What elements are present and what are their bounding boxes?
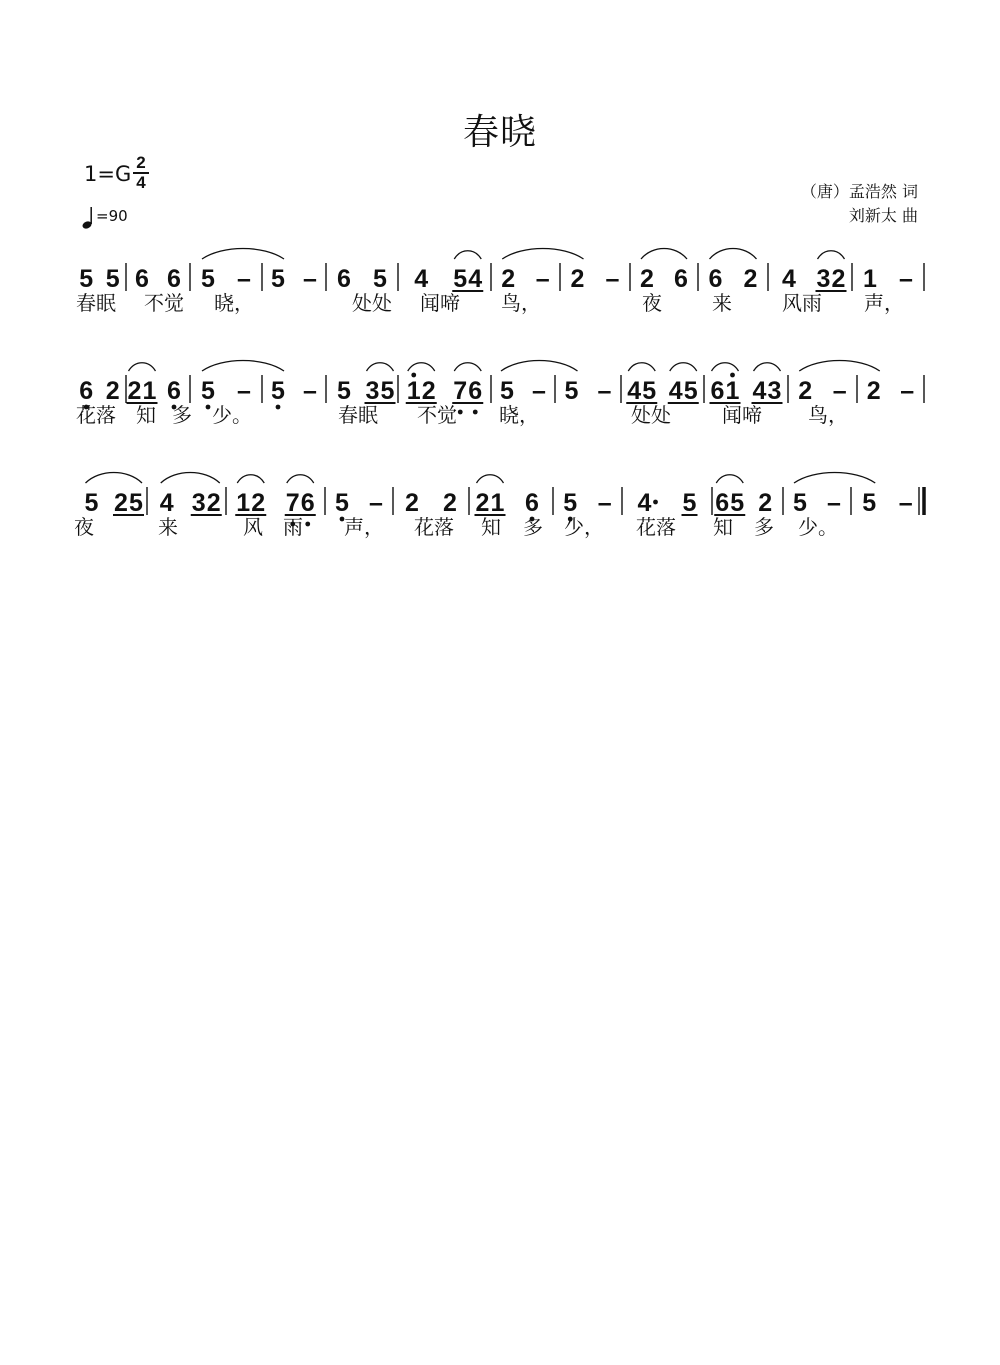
note: 3 [191,489,206,517]
note: 5 [271,377,285,405]
lyric: 处处 [631,403,671,427]
note: 6 [468,377,483,405]
sustain-dash: – [832,377,847,405]
slur [237,475,264,483]
note: 2 [570,265,585,293]
slur [712,363,739,371]
sustain-dash: – [303,377,317,405]
augmentation-dot [653,500,658,505]
note: 6 [79,377,94,405]
note: 6 [167,377,181,405]
slur [794,473,875,484]
note: 2 [443,489,457,517]
lyric: 少。 [212,403,252,427]
note: 1 [490,489,505,517]
note: 5 [84,489,99,517]
time-signature-top: 2 [133,154,149,174]
note: 4 [668,377,683,405]
lyric: 知 [481,515,501,539]
sustain-dash: – [605,265,620,293]
key-signature: 1=G [84,162,132,186]
lyric: 多 [754,515,774,539]
note: 5 [380,377,395,405]
note: 2 [743,265,758,293]
lower-octave-dot [473,410,478,415]
lyric: 夜 [642,291,662,315]
note: 7 [453,377,468,405]
slur [477,475,504,483]
note: 7 [285,489,300,517]
note: 5 [105,265,120,293]
slur [86,473,143,484]
tempo-value: =90 [96,207,128,225]
slur [502,249,583,260]
note: 5 [79,265,94,293]
lyric: 知 [136,403,156,427]
note: 1 [406,377,421,405]
slur [202,361,284,372]
note: 4 [468,265,483,293]
note: 2 [831,265,846,293]
slur [716,475,743,483]
lower-octave-dot [206,405,211,410]
note: 5 [271,265,285,293]
sustain-dash: – [899,265,913,293]
slur [501,361,578,372]
lyric: 多 [523,515,543,539]
note: 6 [674,265,688,293]
lyric: 雨 [283,515,303,539]
note: 3 [816,265,831,293]
note: 5 [563,489,578,517]
note: 4 [627,377,642,405]
lyric: 花落 [636,515,676,539]
lyric: 春眠 [338,403,378,427]
lyric: 处处 [352,291,392,315]
lyric: 鸟， [501,291,541,315]
note: 6 [135,265,149,293]
note: 2 [105,377,120,405]
lyric: 晓， [499,403,539,427]
sustain-dash: – [237,377,251,405]
note: 4 [159,489,174,517]
note: 5 [642,377,657,405]
slur [454,363,481,371]
note: 6 [525,489,539,517]
note: 5 [335,489,349,517]
note: 5 [201,377,215,405]
slur [641,249,687,260]
note: 3 [767,377,782,405]
note: 6 [715,489,730,517]
sustain-dash: – [900,377,915,405]
note: 2 [798,377,813,405]
slur [799,361,880,372]
note: 1 [863,265,877,293]
lyric: 少， [564,515,604,539]
note: 6 [300,489,315,517]
time-signature-bottom: 4 [136,173,146,192]
note: 2 [640,265,654,293]
sustain-dash: – [597,377,612,405]
note: 2 [475,489,490,517]
note: 4 [414,265,429,293]
lyricist-credit: （唐）孟浩然 词 [800,182,918,201]
note: 4 [637,489,652,517]
sustain-dash: – [898,489,913,517]
score-title: 春晓 [462,112,537,153]
slur [287,475,314,483]
note: 5 [337,377,351,405]
lyric: 春眠 [76,291,116,315]
lyric: 不觉 [144,291,184,315]
lyric: 风 [243,515,263,539]
lyric: 鸟， [808,403,848,427]
note: 2 [758,489,773,517]
slur [454,251,481,259]
note: 5 [730,489,745,517]
note: 5 [201,265,215,293]
lyric: 多 [172,403,192,427]
lyric: 少。 [798,515,838,539]
note: 4 [782,265,796,293]
lower-octave-dot [305,522,310,527]
slur [818,251,845,259]
lyric: 晓， [214,291,254,315]
note: 6 [710,377,725,405]
note: 2 [127,377,142,405]
lower-octave-dot [458,410,463,415]
note: 1 [142,377,157,405]
note: 1 [725,377,740,405]
slur [670,363,697,371]
slur [202,249,284,260]
note: 2 [866,377,881,405]
note: 2 [405,489,419,517]
note: 5 [683,377,698,405]
note: 6 [337,265,351,293]
sustain-dash: – [369,489,383,517]
sustain-dash: – [535,265,550,293]
note: 5 [564,377,579,405]
note: 5 [373,265,387,293]
note: 5 [682,489,697,517]
sustain-dash: – [303,265,317,293]
lyric: 来 [158,515,178,539]
sustain-dash: – [532,377,546,405]
note: 5 [453,265,468,293]
lyric: 知 [713,515,733,539]
slur [367,363,394,371]
upper-octave-dot [411,373,416,378]
sustain-dash: – [827,489,841,517]
lyric: 声， [344,515,384,539]
slur [161,473,220,484]
lyric: 闻啼 [420,291,460,315]
lyric: 来 [712,291,732,315]
lower-octave-dot [276,405,281,410]
slur [408,363,435,371]
lyric: 风雨 [782,291,822,315]
slur [754,363,781,371]
upper-octave-dot [730,373,735,378]
lyric: 夜 [74,515,94,539]
note: 3 [365,377,380,405]
composer-credit: 刘新太 曲 [848,206,918,225]
note: 2 [501,265,516,293]
note: 5 [500,377,514,405]
note: 5 [793,489,807,517]
note: 1 [236,489,251,517]
note: 2 [114,489,128,517]
sustain-dash: – [597,489,612,517]
lyric: 不觉 [417,403,457,427]
slur [710,249,757,260]
slur [628,363,655,371]
note: 6 [167,265,181,293]
note: 2 [421,377,436,405]
note: 5 [129,489,143,517]
note: 6 [708,265,723,293]
sustain-dash: – [237,265,251,293]
note: 4 [752,377,767,405]
lyric: 花落 [76,403,116,427]
lyric: 闻啼 [722,403,762,427]
lyric: 花落 [414,515,454,539]
note: 2 [251,489,266,517]
slur [129,363,156,371]
note: 5 [862,489,877,517]
lyric: 声， [864,291,904,315]
note: 2 [206,489,221,517]
